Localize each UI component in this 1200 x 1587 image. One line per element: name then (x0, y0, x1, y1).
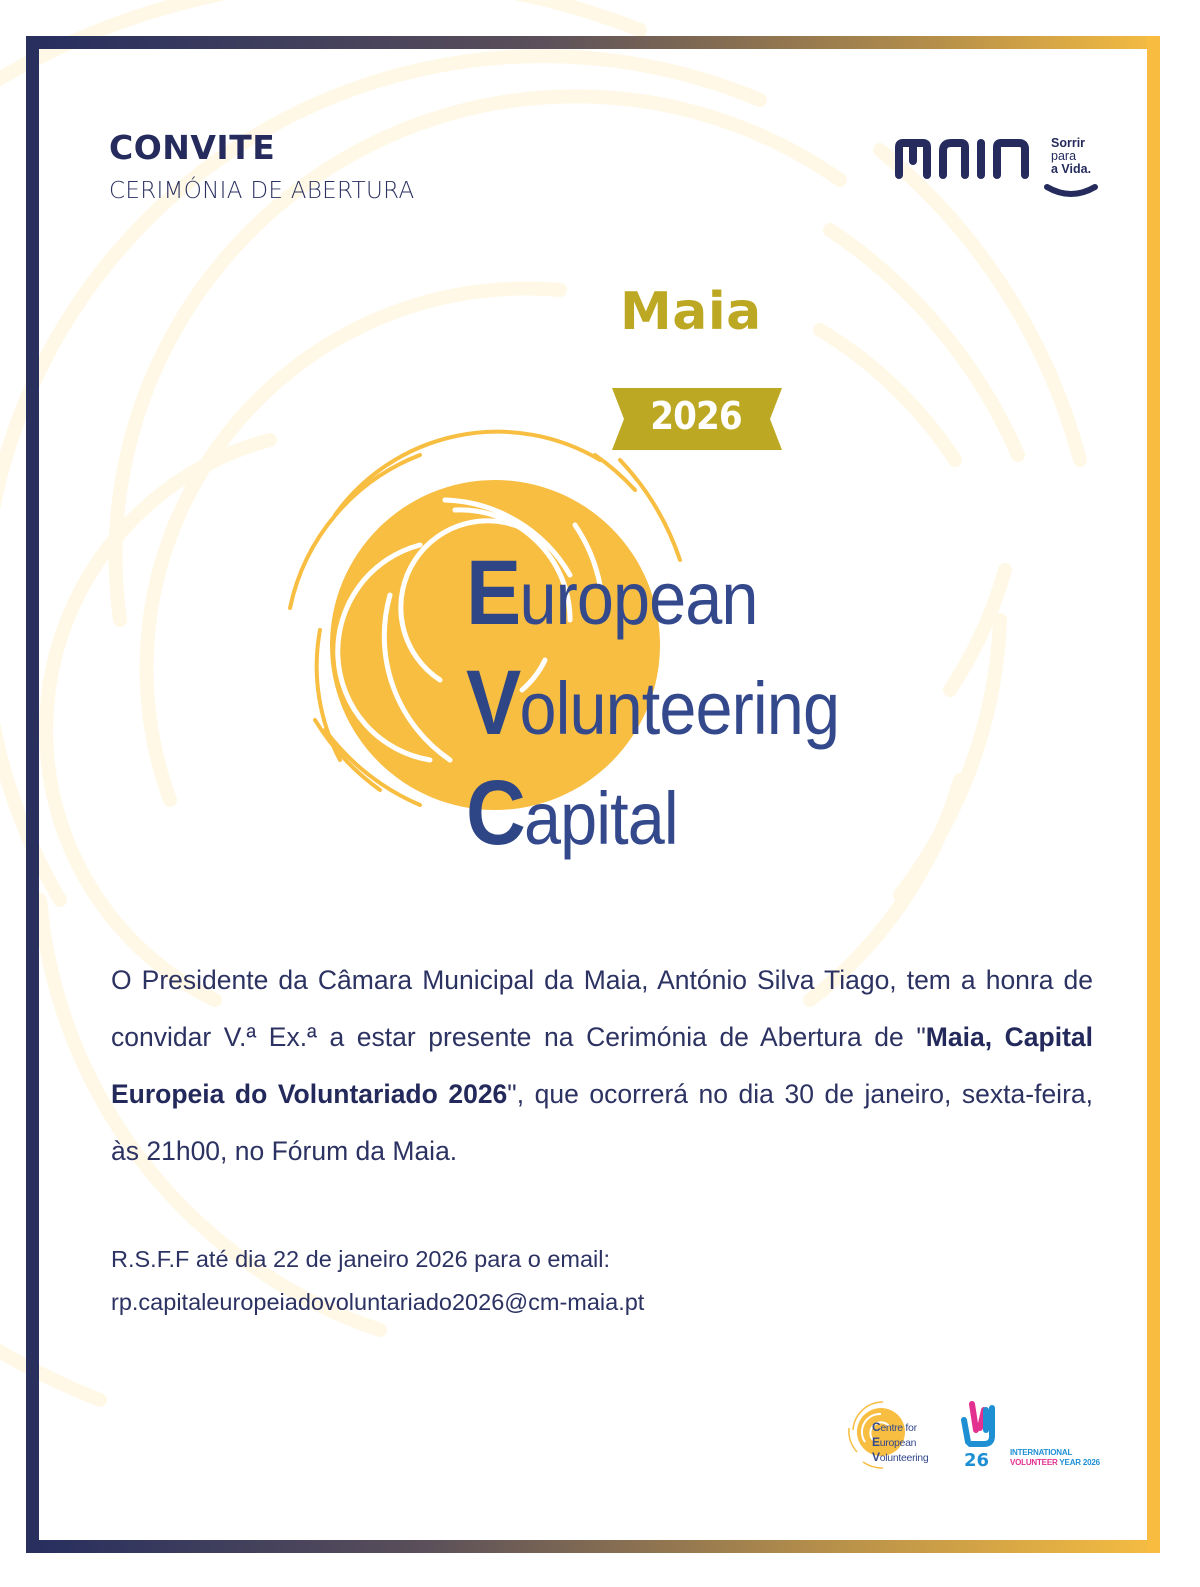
cev-logo-text (872, 1420, 928, 1465)
invitation-subtitle: CERIMÓNIA DE ABERTURA (109, 178, 415, 204)
rsvp-email-link[interactable]: rp.capitaleuropeiadovoluntariado2026@cm-maia.pt (111, 1289, 645, 1315)
rsvp-line: R.S.F.F até dia 22 de janeiro 2026 para o email: (111, 1246, 611, 1272)
cev-line-2: uropean (879, 1437, 917, 1449)
year-label: 2026 (650, 394, 742, 438)
evc-european (466, 542, 758, 644)
cev-letter-v: V (872, 1450, 880, 1464)
body-intro: O Presidente da Câmara Municipal da Maia, António Silva Tiago, tem a honra de convidar V.ª Ex.ª a estar presente na Cerimónia de Abertura de " (111, 965, 1093, 1052)
evc-capital (466, 762, 678, 864)
ivy-year: YEAR 2026 (1057, 1458, 1100, 1467)
cev-line-3: olunteering (879, 1452, 929, 1464)
tagline-line-1: Sorrir (1051, 136, 1086, 150)
evc-letter-v: V (466, 652, 520, 754)
cev-line-1: entre for (880, 1422, 917, 1434)
cev-letter-c: C (872, 1420, 881, 1434)
evc-word-volunteering: olunteering (519, 667, 840, 750)
evc-letter-e: E (466, 542, 520, 644)
ivy-line-1: INTERNATIONAL (1010, 1448, 1073, 1457)
evc-word-capital: apital (524, 777, 678, 860)
rsvp-block (111, 1238, 1093, 1324)
cev-letter-e: E (872, 1435, 880, 1449)
ivy-hand-icon (958, 1400, 1008, 1470)
evc-volunteering (466, 652, 840, 754)
tagline-line-3: a Vida. (1051, 162, 1092, 176)
event-name: Maia, Capital Europeia do Voluntariado 2026 (111, 1022, 1094, 1109)
tagline-line-2: para (1051, 149, 1077, 163)
evc-letter-c: C (466, 762, 525, 864)
invitation-body (111, 952, 1093, 1180)
invitation-title: CONVITE (109, 128, 276, 167)
ivy-volunteer: VOLUNTEER (1010, 1458, 1058, 1467)
evc-word-european: uropean (519, 557, 758, 640)
svg-text:26: 26 (964, 1450, 990, 1470)
ivy-logo-text (1010, 1448, 1100, 1468)
city-name: Maia (620, 282, 762, 342)
body-details: ", que ocorrerá no dia 30 de janeiro, sexta-feira, às 21h00, no Fórum da Maia. (111, 1079, 1093, 1166)
